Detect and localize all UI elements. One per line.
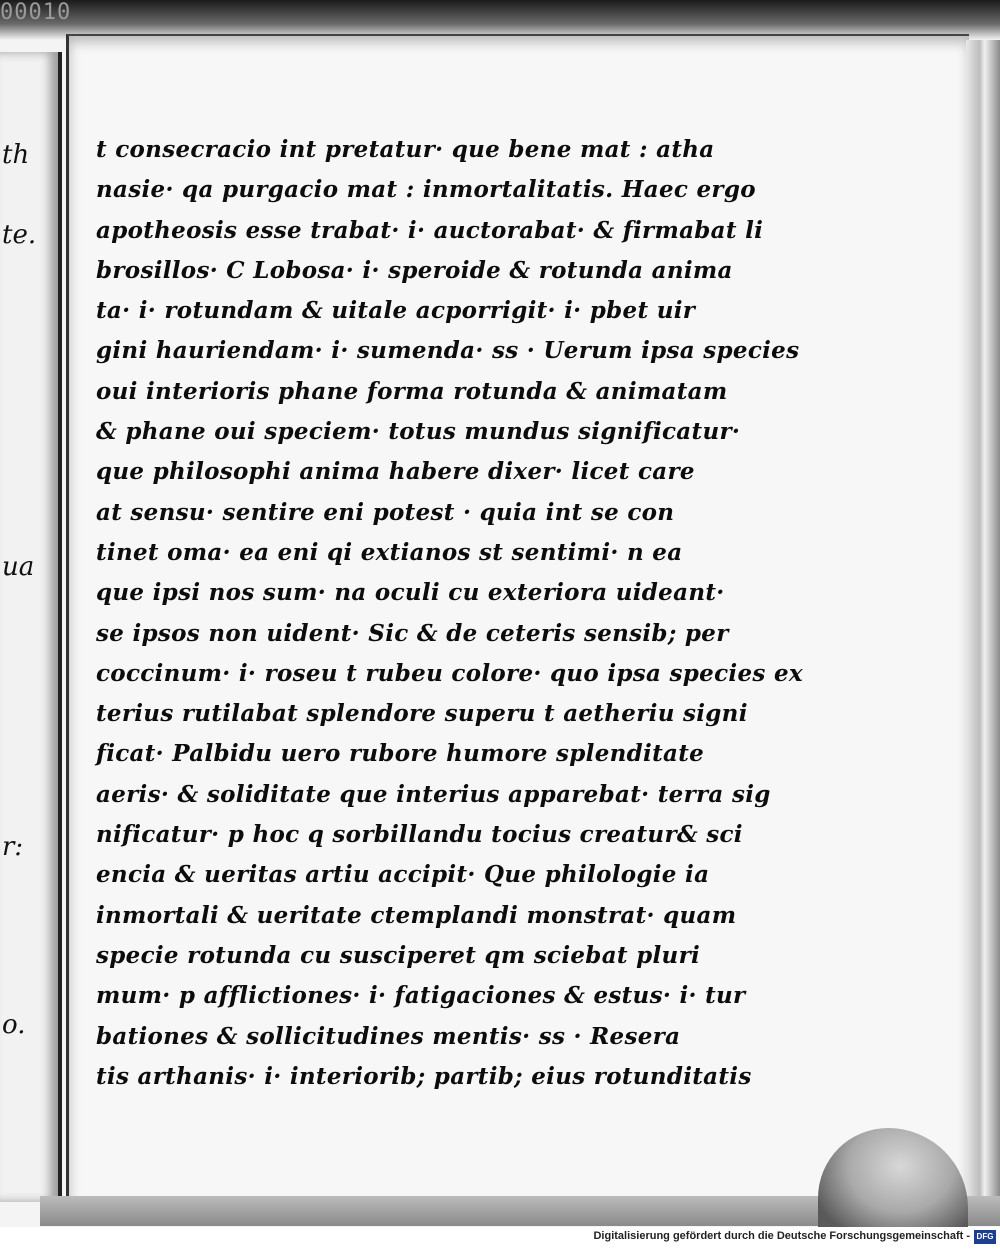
text-line: specie rotunda cu susciperet qm sciebat pluri bbox=[96, 941, 701, 969]
text-line: inmortali & ueritate ctemplandi monstrat· quam bbox=[96, 901, 737, 929]
previous-page-edge bbox=[0, 52, 62, 1202]
text-line: mum· p afflictiones· i· fatigaciones & estus· i· tur bbox=[96, 982, 746, 1010]
text-line: tinet oma· ea eni qi extianos st sentimi· n ea bbox=[96, 538, 683, 566]
left-fragment: th bbox=[2, 140, 30, 170]
text-line: encia & ueritas artiu accipit· Que philologie ia bbox=[96, 861, 710, 889]
text-line: ficat· Palbidu uero rubore humore splenditate bbox=[96, 740, 705, 768]
text-line: ta· i· rotundam & uitale acporrigit· i· pbet uir bbox=[96, 297, 696, 325]
text-line: oui interioris phane forma rotunda & animatam bbox=[96, 377, 728, 405]
left-fragment: te. bbox=[2, 220, 37, 250]
text-line: nasie· qa purgacio mat : inmortalitatis. Haec ergo bbox=[96, 176, 756, 204]
text-line: terius rutilabat splendore superu t aetheriu signi bbox=[96, 700, 748, 728]
text-line: t consecracio int pretatur· que bene mat : atha bbox=[96, 136, 715, 163]
left-fragment: r: bbox=[2, 832, 24, 862]
text-line: apotheosis esse trabat· i· auctorabat· & firmabat li bbox=[96, 216, 764, 244]
left-fragment: o. bbox=[2, 1010, 26, 1040]
text-line: coccinum· i· roseu t rubeu colore· quo ipsa species ex bbox=[96, 659, 803, 687]
text-line: brosillos· C Lobosa· i· speroide & rotunda anima bbox=[96, 256, 733, 284]
reference-number: 00010 bbox=[0, 0, 72, 25]
dfg-logo: DFG bbox=[974, 1230, 996, 1244]
footer-bar bbox=[0, 1227, 1000, 1249]
dfg-credit-text: Digitalisierung gefördert durch die Deutsche Forschungsgemeinschaft - bbox=[593, 1230, 970, 1242]
text-line: at sensu· sentire eni potest · quia int se con bbox=[96, 498, 675, 526]
page-stack-edge bbox=[966, 40, 1000, 1210]
left-fragment: ua bbox=[2, 552, 35, 582]
text-line: que philosophi anima habere dixer· licet care bbox=[96, 458, 695, 486]
text-line: gini hauriendam· i· sumenda· ss · Uerum ipsa species bbox=[96, 337, 800, 365]
text-line: se ipsos non uident· Sic & de ceteris sensib; per bbox=[96, 619, 729, 647]
text-line: que ipsi nos sum· na oculi cu exteriora uideant· bbox=[96, 579, 725, 607]
text-line: aeris· & soliditate que interius apparebat· terra sig bbox=[96, 780, 771, 808]
text-line: tis arthanis· i· interiorib; partib; eius rotunditatis bbox=[96, 1062, 752, 1090]
text-block bbox=[96, 130, 803, 1097]
text-line: nificatur· p hoc q sorbillandu tocius creatur& sci bbox=[96, 821, 743, 849]
text-line: & phane oui speciem· totus mundus significatur· bbox=[96, 418, 741, 446]
text-line: bationes & sollicitudines mentis· ss · Resera bbox=[96, 1022, 681, 1050]
